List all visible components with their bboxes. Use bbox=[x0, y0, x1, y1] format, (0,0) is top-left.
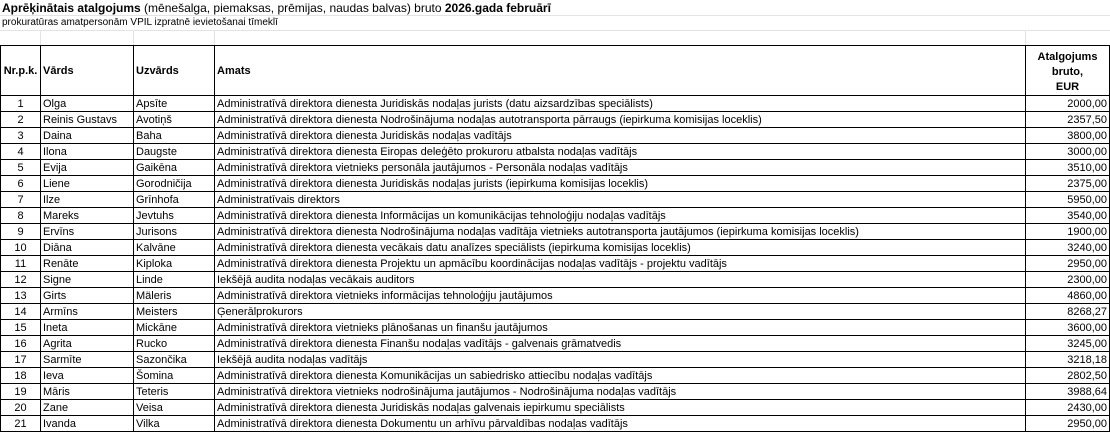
table-row bbox=[1, 160, 1110, 176]
cell-amats[interactable]: Administratīvā direktora dienesta Juridiskās nodaļas jurists (datu aizsardzības speciālists) bbox=[215, 96, 1026, 112]
cell-uzvards[interactable]: Apsīte bbox=[134, 96, 215, 112]
cell-salary[interactable]: 3988,64 bbox=[1026, 384, 1110, 400]
cell-vards[interactable]: Mareks bbox=[41, 208, 134, 224]
cell-nr[interactable]: 8 bbox=[1, 208, 41, 224]
grid-line bbox=[40, 30, 41, 45]
cell-amats[interactable]: Administratīvā direktora dienesta Finanšu nodaļas vadītājs - galvenais grāmatvedis bbox=[215, 336, 1026, 352]
cell-uzvards[interactable]: Teteris bbox=[134, 384, 215, 400]
cell-vards[interactable]: Armīns bbox=[41, 304, 134, 320]
cell-amats[interactable]: Administratīvā direktora vietnieks informācijas tehnoloģiju jautājumos bbox=[215, 288, 1026, 304]
sheet-title bbox=[2, 1, 551, 15]
cell-uzvards[interactable]: Daugste bbox=[134, 144, 215, 160]
cell-salary[interactable]: 2300,00 bbox=[1026, 272, 1110, 288]
col-header-vards[interactable]: Vārds bbox=[41, 46, 134, 96]
cell-salary[interactable]: 2802,50 bbox=[1026, 368, 1110, 384]
col-header-amats[interactable]: Amats bbox=[215, 46, 1026, 96]
cell-salary[interactable]: 2950,00 bbox=[1026, 416, 1110, 432]
cell-amats[interactable]: Administratīvā direktora dienesta Komunikācijas un sabiedrisko attiecību nodaļas vadītājs bbox=[215, 368, 1026, 384]
cell-uzvards[interactable]: Kalvāne bbox=[134, 240, 215, 256]
cell-nr[interactable]: 3 bbox=[1, 128, 41, 144]
cell-vards[interactable]: Olga bbox=[41, 96, 134, 112]
cell-amats[interactable]: Administratīvā direktora vietnieks personāla jautājumos - Personāla nodaļas vadītājs bbox=[215, 160, 1026, 176]
cell-salary[interactable]: 3218,18 bbox=[1026, 352, 1110, 368]
cell-uzvards[interactable]: Linde bbox=[134, 272, 215, 288]
cell-amats[interactable]: Ģenerālprokurors bbox=[215, 304, 1026, 320]
cell-uzvards[interactable]: Avotiņš bbox=[134, 112, 215, 128]
cell-nr[interactable]: 2 bbox=[1, 112, 41, 128]
cell-nr[interactable]: 4 bbox=[1, 144, 41, 160]
cell-salary[interactable]: 3245,00 bbox=[1026, 336, 1110, 352]
table-body bbox=[1, 96, 1110, 432]
table-row bbox=[1, 240, 1110, 256]
cell-amats[interactable]: Administratīvā direktora dienesta Projektu un apmācību koordinācijas nodaļas vadītājs - projektu vadītājs bbox=[215, 256, 1026, 272]
cell-salary[interactable]: 2000,00 bbox=[1026, 96, 1110, 112]
cell-amats[interactable]: Administratīvā direktora dienesta Dokumentu un arhīvu pārvaldības nodaļas vadītājs bbox=[215, 416, 1026, 432]
cell-salary[interactable]: 5950,00 bbox=[1026, 192, 1110, 208]
cell-vards[interactable]: Māris bbox=[41, 384, 134, 400]
cell-amats[interactable]: Administratīvā direktora dienesta Nodrošinājuma nodaļas autotransporta pārraugs (iepirkuma komisijas loceklis) bbox=[215, 112, 1026, 128]
salary-header-line2: bruto, bbox=[1051, 66, 1084, 78]
salary-table bbox=[0, 45, 1110, 432]
col-header-nr[interactable]: Nr.p.k. bbox=[1, 46, 41, 96]
title-period: 2026.gada februārī bbox=[444, 1, 551, 15]
cell-nr[interactable]: 14 bbox=[1, 304, 41, 320]
cell-uzvards[interactable]: Baha bbox=[134, 128, 215, 144]
table-row bbox=[1, 192, 1110, 208]
table-row bbox=[1, 368, 1110, 384]
cell-uzvards[interactable]: Kiploka bbox=[134, 256, 215, 272]
col-header-salary[interactable] bbox=[1026, 46, 1110, 96]
cell-uzvards[interactable]: Meisters bbox=[134, 304, 215, 320]
grid-line bbox=[133, 30, 134, 45]
cell-amats[interactable]: Administratīvā direktora vietnieks nodrošinājuma jautājumos - Nodrošinājuma nodaļas vadītājs bbox=[215, 384, 1026, 400]
cell-nr[interactable]: 9 bbox=[1, 224, 41, 240]
table-row bbox=[1, 144, 1110, 160]
cell-salary[interactable]: 2430,00 bbox=[1026, 400, 1110, 416]
cell-vards[interactable]: Sarmīte bbox=[41, 352, 134, 368]
cell-nr[interactable]: 20 bbox=[1, 400, 41, 416]
table-row bbox=[1, 288, 1110, 304]
cell-nr[interactable]: 18 bbox=[1, 368, 41, 384]
cell-nr[interactable]: 17 bbox=[1, 352, 41, 368]
cell-salary[interactable]: 4860,00 bbox=[1026, 288, 1110, 304]
cell-amats[interactable]: Iekšējā audita nodaļas vadītājs bbox=[215, 352, 1026, 368]
cell-vards[interactable]: Ervīns bbox=[41, 224, 134, 240]
cell-amats[interactable]: Administratīvā direktora dienesta Nodrošinājuma nodaļas vadītāja vietnieks autotransporta jautājumos (iepirkuma komisijas loceklis) bbox=[215, 224, 1026, 240]
cell-nr[interactable]: 7 bbox=[1, 192, 41, 208]
cell-vards[interactable]: Diāna bbox=[41, 240, 134, 256]
cell-uzvards[interactable]: Gaikēna bbox=[134, 160, 215, 176]
cell-amats[interactable]: Iekšējā audita nodaļas vecākais auditors bbox=[215, 272, 1026, 288]
col-header-uzvards[interactable]: Uzvārds bbox=[134, 46, 215, 96]
cell-uzvards[interactable]: Jurisons bbox=[134, 224, 215, 240]
cell-salary[interactable]: 3540,00 bbox=[1026, 208, 1110, 224]
cell-salary[interactable]: 2950,00 bbox=[1026, 256, 1110, 272]
cell-uzvards[interactable]: Veisa bbox=[134, 400, 215, 416]
cell-salary[interactable]: 3240,00 bbox=[1026, 240, 1110, 256]
cell-vards[interactable]: Evija bbox=[41, 160, 134, 176]
grid-line bbox=[0, 30, 1110, 31]
cell-nr[interactable]: 19 bbox=[1, 384, 41, 400]
cell-salary[interactable]: 2357,50 bbox=[1026, 112, 1110, 128]
cell-vards[interactable]: Ivanda bbox=[41, 416, 134, 432]
cell-vards[interactable]: Ieva bbox=[41, 368, 134, 384]
cell-amats[interactable]: Administratīvā direktora dienesta Juridiskās nodaļas vadītājs bbox=[215, 128, 1026, 144]
cell-amats[interactable]: Administratīvā direktora dienesta Juridiskās nodaļas galvenais iepirkumu speciālists bbox=[215, 400, 1026, 416]
cell-uzvards[interactable]: Grīnhofa bbox=[134, 192, 215, 208]
table-row bbox=[1, 400, 1110, 416]
salary-header-line3: EUR bbox=[1055, 81, 1080, 93]
cell-salary[interactable]: 8268,27 bbox=[1026, 304, 1110, 320]
cell-amats[interactable]: Administratīvā direktora dienesta vecākais datu analīzes speciālists (iepirkuma komisijas loceklis) bbox=[215, 240, 1026, 256]
cell-nr[interactable]: 13 bbox=[1, 288, 41, 304]
table-row bbox=[1, 128, 1110, 144]
cell-vards[interactable]: Reinis Gustavs bbox=[41, 112, 134, 128]
cell-vards[interactable]: Ilona bbox=[41, 144, 134, 160]
grid-line bbox=[1025, 30, 1026, 45]
cell-vards[interactable]: Daina bbox=[41, 128, 134, 144]
cell-vards[interactable]: Zane bbox=[41, 400, 134, 416]
table-row bbox=[1, 320, 1110, 336]
cell-amats[interactable]: Administratīvais direktors bbox=[215, 192, 1026, 208]
cell-uzvards[interactable]: Mäleris bbox=[134, 288, 215, 304]
cell-uzvards[interactable]: Sazončika bbox=[134, 352, 215, 368]
cell-salary[interactable]: 3000,00 bbox=[1026, 144, 1110, 160]
table-row bbox=[1, 352, 1110, 368]
table-row bbox=[1, 112, 1110, 128]
table-row bbox=[1, 176, 1110, 192]
cell-nr[interactable]: 21 bbox=[1, 416, 41, 432]
cell-uzvards[interactable]: Jevtuhs bbox=[134, 208, 215, 224]
cell-salary[interactable]: 3510,00 bbox=[1026, 160, 1110, 176]
table-row bbox=[1, 208, 1110, 224]
cell-uzvards[interactable]: Šomina bbox=[134, 368, 215, 384]
table-row bbox=[1, 384, 1110, 400]
table-header-row bbox=[1, 46, 1110, 96]
cell-salary[interactable]: 1900,00 bbox=[1026, 224, 1110, 240]
cell-vards[interactable]: Ineta bbox=[41, 320, 134, 336]
salary-header-line1: Atalgojums bbox=[1037, 51, 1098, 63]
cell-vards[interactable]: Agrita bbox=[41, 336, 134, 352]
table-row bbox=[1, 416, 1110, 432]
cell-salary[interactable]: 3600,00 bbox=[1026, 320, 1110, 336]
cell-nr[interactable]: 1 bbox=[1, 96, 41, 112]
cell-nr[interactable]: 11 bbox=[1, 256, 41, 272]
cell-vards[interactable]: Signe bbox=[41, 272, 134, 288]
cell-amats[interactable]: Administratīvā direktora vietnieks plānošanas un finanšu jautājumos bbox=[215, 320, 1026, 336]
cell-uzvards[interactable]: Rucko bbox=[134, 336, 215, 352]
cell-vards[interactable]: Liene bbox=[41, 176, 134, 192]
cell-nr[interactable]: 6 bbox=[1, 176, 41, 192]
table-row bbox=[1, 224, 1110, 240]
table-row bbox=[1, 336, 1110, 352]
cell-salary[interactable]: 2375,00 bbox=[1026, 176, 1110, 192]
grid-line bbox=[0, 15, 1110, 16]
grid-line bbox=[214, 30, 215, 45]
table-row bbox=[1, 304, 1110, 320]
table-row bbox=[1, 96, 1110, 112]
cell-vards[interactable]: Renāte bbox=[41, 256, 134, 272]
cell-nr[interactable]: 12 bbox=[1, 272, 41, 288]
cell-vards[interactable]: Girts bbox=[41, 288, 134, 304]
cell-salary[interactable]: 3800,00 bbox=[1026, 128, 1110, 144]
cell-uzvards[interactable]: Gorodničija bbox=[134, 176, 215, 192]
cell-nr[interactable]: 15 bbox=[1, 320, 41, 336]
cell-nr[interactable]: 10 bbox=[1, 240, 41, 256]
cell-vards[interactable]: Ilze bbox=[41, 192, 134, 208]
table-row bbox=[1, 272, 1110, 288]
cell-uzvards[interactable]: Mickāne bbox=[134, 320, 215, 336]
cell-amats[interactable]: Administratīvā direktora dienesta Eiropas deleģēto prokuroru atbalsta nodaļas vadītājs bbox=[215, 144, 1026, 160]
cell-uzvards[interactable]: Vilka bbox=[134, 416, 215, 432]
cell-nr[interactable]: 16 bbox=[1, 336, 41, 352]
cell-amats[interactable]: Administratīvā direktora dienesta Juridiskās nodaļas jurists (iepirkuma komisijas loceklis) bbox=[215, 176, 1026, 192]
title-bold: Aprēķinātais atalgojums bbox=[2, 1, 141, 15]
table-row bbox=[1, 256, 1110, 272]
cell-nr[interactable]: 5 bbox=[1, 160, 41, 176]
sheet-subtitle: prokuratūras amatpersonām VPIL izpratnē ievietošanai tīmeklī bbox=[2, 17, 278, 28]
title-middle: (mēnešalga, piemaksas, prēmijas, naudas balvas) bruto bbox=[140, 1, 445, 15]
cell-amats[interactable]: Administratīvā direktora dienesta Informācijas un komunikācijas tehnoloģiju nodaļas vadītājs bbox=[215, 208, 1026, 224]
